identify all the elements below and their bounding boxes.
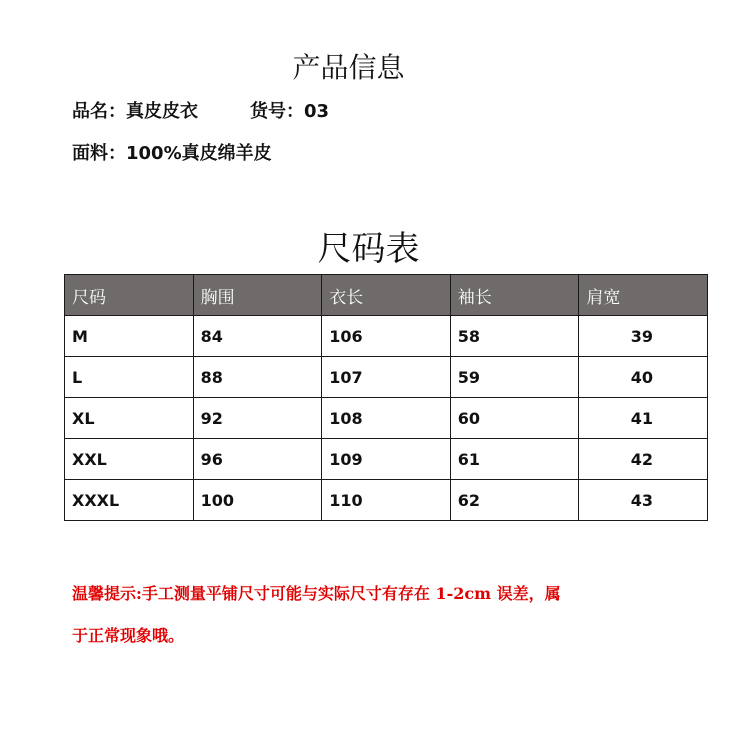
cell-chest: 100 (193, 480, 322, 521)
header-size: 尺码 (65, 275, 194, 316)
header-shoulder: 肩宽 (579, 275, 708, 316)
cell-size: L (65, 357, 194, 398)
table-row (65, 480, 708, 521)
cell-size: XXXL (65, 480, 194, 521)
table-row (65, 439, 708, 480)
product-info-title: 产品信息 (292, 51, 405, 84)
table-row (65, 398, 708, 439)
sku-label: 货号： (250, 101, 304, 122)
cell-chest: 88 (193, 357, 322, 398)
cell-chest: 84 (193, 316, 322, 357)
cell-size: M (65, 316, 194, 357)
material-value: 100%真皮绵羊皮 (126, 143, 272, 164)
sku-value: 03 (304, 101, 330, 122)
cell-sleeve: 58 (450, 316, 579, 357)
notice-line-1: 温馨提示:手工测量平铺尺寸可能与实际尺寸有存在 1-2cm 误差，属 (72, 584, 561, 603)
cell-shoulder: 39 (579, 316, 708, 357)
cell-shoulder: 41 (579, 398, 708, 439)
table-header-row (65, 275, 708, 316)
cell-chest: 96 (193, 439, 322, 480)
table-row (65, 316, 708, 357)
size-chart-title: 尺码表 (317, 229, 420, 269)
product-name-value: 真皮皮衣 (126, 101, 198, 122)
cell-shoulder: 42 (579, 439, 708, 480)
material-label: 面料： (72, 143, 126, 164)
table-row (65, 357, 708, 398)
cell-shoulder: 40 (579, 357, 708, 398)
cell-size: XXL (65, 439, 194, 480)
cell-length: 108 (322, 398, 451, 439)
cell-length: 110 (322, 480, 451, 521)
cell-sleeve: 61 (450, 439, 579, 480)
header-sleeve: 袖长 (450, 275, 579, 316)
cell-sleeve: 62 (450, 480, 579, 521)
cell-length: 107 (322, 357, 451, 398)
product-name-label: 品名： (72, 101, 126, 122)
cell-sleeve: 59 (450, 357, 579, 398)
cell-size: XL (65, 398, 194, 439)
cell-length: 106 (322, 316, 451, 357)
product-name-line (72, 97, 329, 123)
cell-sleeve: 60 (450, 398, 579, 439)
material-line (72, 139, 272, 165)
cell-chest: 92 (193, 398, 322, 439)
header-length: 衣长 (322, 275, 451, 316)
header-chest: 胸围 (193, 275, 322, 316)
cell-length: 109 (322, 439, 451, 480)
size-chart-table (64, 274, 708, 521)
notice-line-2: 于正常现象哦。 (72, 626, 185, 645)
cell-shoulder: 43 (579, 480, 708, 521)
